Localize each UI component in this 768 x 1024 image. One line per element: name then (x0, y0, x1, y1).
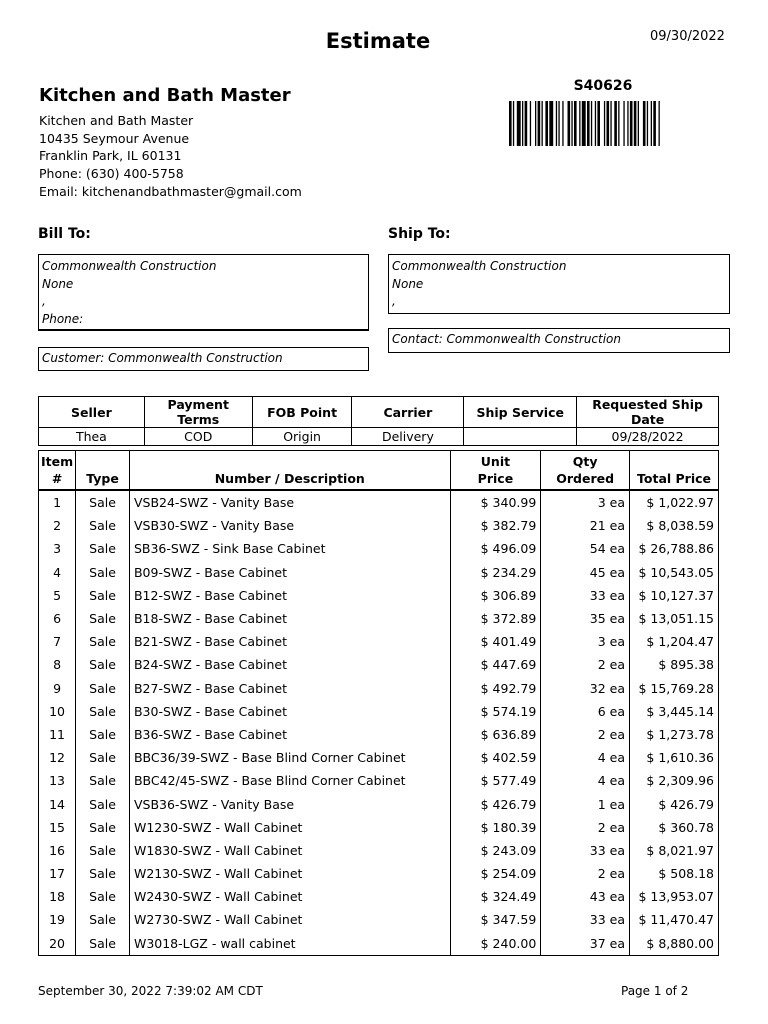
item-description: B24-SWZ - Base Cabinet (129, 653, 450, 676)
barcode-bar (574, 101, 577, 146)
barcode-bar (582, 101, 586, 146)
item-qty-ordered: 4 ea (541, 746, 630, 769)
barcode-bar (653, 101, 656, 146)
customer-name: Customer: Commonwealth Construction (42, 351, 283, 365)
bill-to-address-box (38, 254, 369, 331)
table-row (39, 630, 719, 653)
item-unit-price: $ 324.49 (450, 885, 541, 908)
item-qty-ordered: 33 ea (541, 584, 630, 607)
item-number: 13 (39, 769, 76, 792)
table-row (39, 792, 719, 815)
table-row (39, 746, 719, 769)
barcode-bar (562, 101, 563, 146)
item-number: 12 (39, 746, 76, 769)
print-timestamp: September 30, 2022 7:39:02 AM CDT (38, 984, 263, 998)
item-number: 4 (39, 561, 76, 584)
barcode-bar (587, 101, 590, 146)
item-total-price: $ 11,470.47 (630, 908, 719, 931)
item-unit-price: $ 401.49 (450, 630, 541, 653)
header-item-number (39, 451, 76, 491)
item-unit-price: $ 340.99 (450, 490, 541, 514)
item-description: B09-SWZ - Base Cabinet (129, 561, 450, 584)
item-description: VSB36-SWZ - Vanity Base (129, 792, 450, 815)
table-row (39, 653, 719, 676)
item-qty-ordered: 32 ea (541, 677, 630, 700)
item-total-price: $ 2,309.96 (630, 769, 719, 792)
item-number: 3 (39, 537, 76, 560)
item-unit-price: $ 636.89 (450, 723, 541, 746)
bill-to-heading: Bill To: (38, 226, 91, 242)
item-number: 10 (39, 700, 76, 723)
header-description: Number / Description (129, 451, 450, 491)
item-qty-ordered: 2 ea (541, 723, 630, 746)
item-description: B30-SWZ - Base Cabinet (129, 700, 450, 723)
item-type: Sale (76, 584, 130, 607)
item-type: Sale (76, 932, 130, 956)
ship-contact: Contact: Commonwealth Construction (392, 332, 622, 346)
barcode-bar (595, 101, 596, 146)
item-type: Sale (76, 723, 130, 746)
item-qty-ordered: 21 ea (541, 514, 630, 537)
item-description: W2730-SWZ - Wall Cabinet (129, 908, 450, 931)
item-description: W2130-SWZ - Wall Cabinet (129, 862, 450, 885)
barcode-bar (634, 101, 637, 146)
header-type: Type (76, 451, 130, 491)
barcode-bar (556, 101, 557, 146)
item-total-price: $ 426.79 (630, 792, 719, 815)
document-title: Estimate (325, 29, 431, 53)
barcode-bar (607, 101, 610, 146)
header-item-line1: Item (41, 454, 74, 469)
item-total-price: $ 360.78 (630, 816, 719, 839)
item-total-price: $ 15,769.28 (630, 677, 719, 700)
item-total-price: $ 895.38 (630, 653, 719, 676)
table-row (39, 677, 719, 700)
item-total-price: $ 13,953.07 (630, 885, 719, 908)
company-email: Email: kitchenandbathmaster@gmail.com (39, 183, 302, 199)
ship-to-name: Commonwealth Construction (392, 259, 567, 273)
barcode-bar (630, 101, 633, 146)
table-row (39, 769, 719, 792)
item-unit-price: $ 574.19 (450, 700, 541, 723)
company-line: 10435 Seymour Avenue (39, 130, 190, 146)
terms-value-row (39, 428, 719, 446)
barcode-bar (530, 101, 531, 146)
item-type: Sale (76, 677, 130, 700)
item-description: B21-SWZ - Base Cabinet (129, 630, 450, 653)
barcode-bar (525, 101, 528, 146)
item-unit-price: $ 402.59 (450, 746, 541, 769)
table-row (39, 816, 719, 839)
item-qty-ordered: 45 ea (541, 561, 630, 584)
item-number: 18 (39, 885, 76, 908)
item-type: Sale (76, 537, 130, 560)
item-number: 16 (39, 839, 76, 862)
company-line: Kitchen and Bath Master (39, 113, 194, 128)
item-description: B36-SWZ - Base Cabinet (129, 723, 450, 746)
carrier-value: Delivery (352, 428, 464, 446)
requested-ship-date-value: 09/28/2022 (577, 428, 719, 446)
item-total-price: $ 8,038.59 (630, 514, 719, 537)
table-row (39, 490, 719, 514)
item-number: 6 (39, 607, 76, 630)
item-qty-ordered: 3 ea (541, 490, 630, 514)
item-number: 20 (39, 932, 76, 956)
barcode-bar (542, 101, 543, 146)
table-row (39, 932, 719, 956)
terms-header-carrier: Carrier (352, 397, 464, 428)
item-unit-price: $ 180.39 (450, 816, 541, 839)
terms-header-ship-service: Ship Service (464, 397, 577, 428)
ship-to-address-box (388, 254, 730, 314)
table-row (39, 584, 719, 607)
item-qty-ordered: 1 ea (541, 792, 630, 815)
barcode-bar (549, 101, 553, 146)
item-type: Sale (76, 769, 130, 792)
header-qty-ordered (541, 451, 630, 491)
order-number: S40626 (573, 78, 633, 94)
barcode-bar (579, 101, 580, 146)
item-unit-price: $ 426.79 (450, 792, 541, 815)
item-total-price: $ 3,445.14 (630, 700, 719, 723)
company-phone: Phone: (630) 400-5758 (39, 166, 184, 182)
line-items-table (38, 450, 719, 956)
item-type: Sale (76, 746, 130, 769)
ship-to-line: None (392, 276, 424, 291)
item-unit-price: $ 254.09 (450, 862, 541, 885)
item-unit-price: $ 243.09 (450, 839, 541, 862)
item-number: 5 (39, 584, 76, 607)
item-qty-ordered: 2 ea (541, 862, 630, 885)
bill-to-name: Commonwealth Construction (42, 259, 217, 273)
barcode-bar (568, 101, 571, 146)
item-qty-ordered: 54 ea (541, 537, 630, 560)
item-unit-price: $ 234.29 (450, 561, 541, 584)
item-total-price: $ 8,021.97 (630, 839, 719, 862)
item-unit-price: $ 447.69 (450, 653, 541, 676)
customer-box (38, 347, 369, 371)
terms-header-row (39, 397, 719, 428)
table-row (39, 700, 719, 723)
company-line: Franklin Park, IL 60131 (39, 148, 182, 164)
item-number: 17 (39, 862, 76, 885)
header-unit-line1: Unit (480, 454, 511, 469)
table-row (39, 514, 719, 537)
table-row (39, 839, 719, 862)
item-type: Sale (76, 908, 130, 931)
item-unit-price: $ 240.00 (450, 932, 541, 956)
barcode-bar (535, 101, 536, 146)
header-unit-price (450, 451, 541, 491)
item-unit-price: $ 577.49 (450, 769, 541, 792)
table-row (39, 561, 719, 584)
table-row (39, 537, 719, 560)
item-type: Sale (76, 607, 130, 630)
barcode-bar (614, 101, 617, 146)
item-number: 11 (39, 723, 76, 746)
header-unit-line2: Price (477, 471, 514, 486)
item-unit-price: $ 382.79 (450, 514, 541, 537)
item-qty-ordered: 6 ea (541, 700, 630, 723)
barcode-bar (627, 101, 628, 146)
item-unit-price: $ 306.89 (450, 584, 541, 607)
terms-header-payment: Payment Terms (144, 397, 252, 428)
barcode-bar (643, 101, 646, 146)
seller-value: Thea (39, 428, 145, 446)
item-unit-price: $ 347.59 (450, 908, 541, 931)
ship-service-value (464, 428, 577, 446)
barcode-bar (538, 101, 541, 146)
item-description: B27-SWZ - Base Cabinet (129, 677, 450, 700)
item-total-price: $ 26,788.86 (630, 537, 719, 560)
item-description: SB36-SWZ - Sink Base Cabinet (129, 537, 450, 560)
table-row (39, 885, 719, 908)
item-description: W3018-LGZ - wall cabinet (129, 932, 450, 956)
item-type: Sale (76, 653, 130, 676)
item-description: BBC42/45-SWZ - Base Blind Corner Cabinet (129, 769, 450, 792)
item-description: W1830-SWZ - Wall Cabinet (129, 839, 450, 862)
item-type: Sale (76, 561, 130, 584)
item-total-price: $ 13,051.15 (630, 607, 719, 630)
header-item-line2: # (51, 471, 63, 486)
barcode-bar (647, 101, 648, 146)
barcode-bar (597, 101, 600, 146)
barcode-bar (522, 101, 523, 146)
terms-header-ship-date: Requested Ship Date (577, 397, 719, 428)
item-number: 7 (39, 630, 76, 653)
items-header-row (39, 451, 719, 491)
barcode-bar (558, 101, 559, 146)
item-number: 15 (39, 816, 76, 839)
table-row (39, 862, 719, 885)
item-description: B12-SWZ - Base Cabinet (129, 584, 450, 607)
barcode-bar (604, 101, 605, 146)
item-total-price: $ 1,204.47 (630, 630, 719, 653)
company-heading: Kitchen and Bath Master (39, 85, 291, 106)
barcode-image (508, 101, 698, 146)
item-qty-ordered: 43 ea (541, 885, 630, 908)
barcode-bar (513, 101, 514, 146)
shipping-terms-table (38, 396, 719, 446)
barcode-bar (517, 101, 521, 146)
item-type: Sale (76, 862, 130, 885)
bill-to-city: , (42, 294, 46, 308)
item-total-price: $ 10,127.37 (630, 584, 719, 607)
item-type: Sale (76, 630, 130, 653)
item-qty-ordered: 2 ea (541, 653, 630, 676)
item-qty-ordered: 35 ea (541, 607, 630, 630)
bill-to-line: None (42, 276, 74, 291)
header-total-price: Total Price (630, 451, 719, 491)
company-address-block (39, 112, 302, 201)
item-number: 8 (39, 653, 76, 676)
barcode-bar (610, 101, 611, 146)
item-type: Sale (76, 490, 130, 514)
barcode-bar (623, 101, 624, 146)
item-number: 1 (39, 490, 76, 514)
document-date: 09/30/2022 (650, 29, 725, 44)
item-qty-ordered: 3 ea (541, 630, 630, 653)
item-number: 14 (39, 792, 76, 815)
item-total-price: $ 8,880.00 (630, 932, 719, 956)
item-description: VSB24-SWZ - Vanity Base (129, 490, 450, 514)
fob-point-value: Origin (252, 428, 352, 446)
terms-header-fob: FOB Point (252, 397, 352, 428)
contact-box (388, 328, 730, 353)
table-row (39, 908, 719, 931)
barcode-bar (651, 101, 652, 146)
item-total-price: $ 10,543.05 (630, 561, 719, 584)
item-total-price: $ 1,022.97 (630, 490, 719, 514)
item-qty-ordered: 4 ea (541, 769, 630, 792)
item-unit-price: $ 492.79 (450, 677, 541, 700)
terms-header-seller: Seller (39, 397, 145, 428)
table-row (39, 607, 719, 630)
item-description: W2430-SWZ - Wall Cabinet (129, 885, 450, 908)
page-number: Page 1 of 2 (621, 984, 689, 998)
ship-to-city: , (392, 294, 396, 308)
item-qty-ordered: 33 ea (541, 908, 630, 931)
barcode-bar (545, 101, 548, 146)
barcode-bar (659, 101, 660, 146)
header-qty-line2: Ordered (556, 471, 615, 486)
item-description: VSB30-SWZ - Vanity Base (129, 514, 450, 537)
item-type: Sale (76, 839, 130, 862)
item-type: Sale (76, 885, 130, 908)
payment-terms-value: COD (144, 428, 252, 446)
barcode-bar (591, 101, 592, 146)
item-unit-price: $ 496.09 (450, 537, 541, 560)
item-total-price: $ 1,610.36 (630, 746, 719, 769)
item-type: Sale (76, 792, 130, 815)
item-number: 19 (39, 908, 76, 931)
item-unit-price: $ 372.89 (450, 607, 541, 630)
ship-to-heading: Ship To: (388, 226, 451, 242)
item-type: Sale (76, 816, 130, 839)
item-description: B18-SWZ - Base Cabinet (129, 607, 450, 630)
item-qty-ordered: 37 ea (541, 932, 630, 956)
item-total-price: $ 1,273.78 (630, 723, 719, 746)
bill-to-phone: Phone: (42, 311, 84, 326)
item-description: BBC36/39-SWZ - Base Blind Corner Cabinet (129, 746, 450, 769)
item-number: 9 (39, 677, 76, 700)
barcode-bar (509, 101, 512, 146)
item-qty-ordered: 2 ea (541, 816, 630, 839)
barcode-bar (638, 101, 639, 146)
table-row (39, 723, 719, 746)
item-description: W1230-SWZ - Wall Cabinet (129, 816, 450, 839)
item-number: 2 (39, 514, 76, 537)
barcode-bar (618, 101, 619, 146)
item-type: Sale (76, 700, 130, 723)
item-type: Sale (76, 514, 130, 537)
barcode-bar (571, 101, 572, 146)
item-total-price: $ 508.18 (630, 862, 719, 885)
item-qty-ordered: 33 ea (541, 839, 630, 862)
header-qty-line1: Qty (572, 454, 598, 469)
